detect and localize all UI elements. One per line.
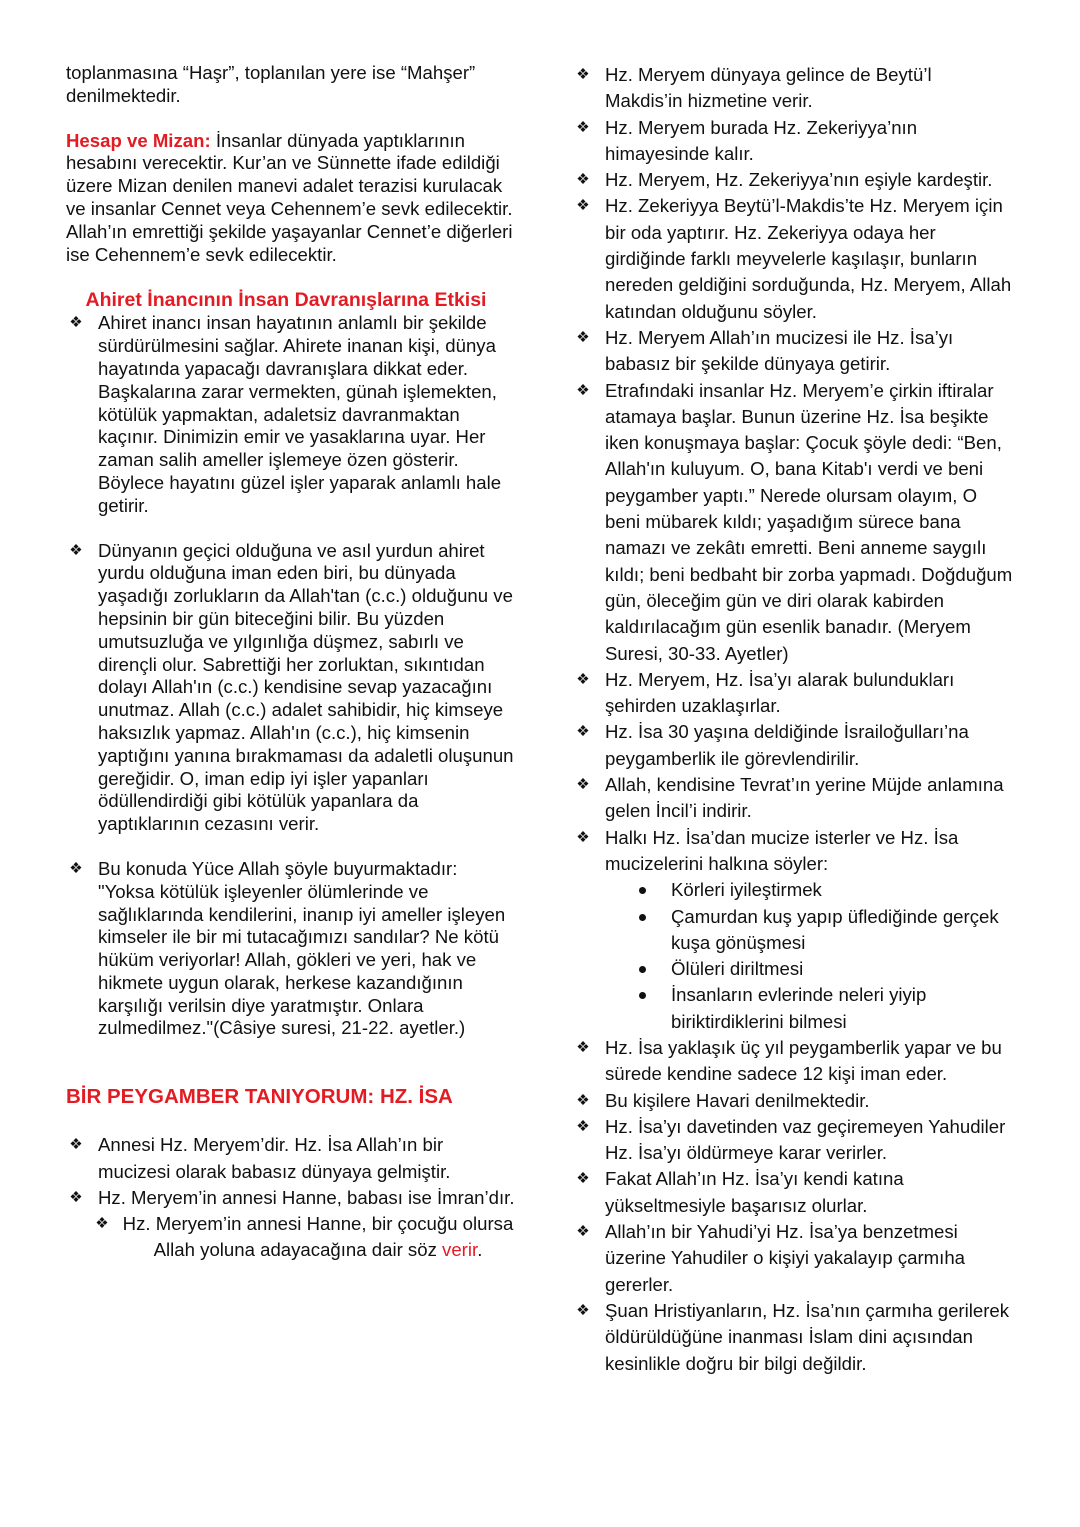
list-item-text: Bu konuda Yüce Allah şöyle buyurmaktadır: "Yoksa kötülük işleyenler ölümlerinde ve sağlıklarında kendilerini, inanıp iyi ameller işleyen kimseler ile bir mi tutacağımızı sandılar? Ne kötü hüküm veriyorlar! Allah, gökleri ve yeri, hak ve hikmete uygun olarak, herkese kazandığının karşılığı verilsin diye yaratmıştır. Onlara zulmedilmez."(Câsiye suresi, 21-22. ayetler.) <box>98 857 506 1039</box>
list-item-text: Halkı Hz. İsa’dan mucize isterler ve Hz. İsa mucizelerini halkına söyler: <box>605 826 959 874</box>
diamond-bullet-icon: ❖ <box>69 859 83 877</box>
diamond-bullet-icon: ❖ <box>576 1223 590 1241</box>
mahser-paragraph: toplanmasına “Haşr”, toplanılan yere ise “Mahşer” denilmektedir. <box>66 62 476 106</box>
right-column <box>573 62 1013 1377</box>
diamond-bullet-icon: ❖ <box>69 541 83 559</box>
diamond-bullet-icon: ❖ <box>69 1136 83 1154</box>
list-item <box>573 115 1013 168</box>
miracle-item <box>639 904 1013 957</box>
period: . <box>477 1239 483 1261</box>
diamond-bullet-icon: ❖ <box>576 1301 590 1319</box>
list-item-text: Hz. İsa 30 yaşına deldiğinde İsrailoğulları’na peygamberlik ile görevlendirilir. <box>605 721 969 769</box>
diamond-bullet-icon: ❖ <box>69 314 83 332</box>
list-item <box>573 719 1013 772</box>
round-bullet-icon <box>639 887 646 894</box>
diamond-bullet-icon: ❖ <box>576 776 590 794</box>
diamond-bullet-icon: ❖ <box>69 1188 83 1206</box>
diamond-bullet-icon: ❖ <box>576 328 590 346</box>
list-item-text: Annesi Hz. Meryem’dir. Hz. İsa Allah’ın bir mucizesi olarak babasız dünyaya gelmiştir. <box>98 1134 451 1182</box>
list-item <box>66 858 516 1040</box>
isa-prophethood-list <box>573 1035 1013 1377</box>
miracle-text: Ölüleri diriltmesi <box>671 958 804 980</box>
ahiret-effects-heading: Ahiret İnancının İnsan Davranışlarına Etkisi <box>85 289 487 312</box>
diamond-bullet-icon: ❖ <box>576 1117 590 1135</box>
diamond-bullet-icon: ❖ <box>576 118 590 136</box>
list-item-text: Hz. Zekeriyya Beytü’l-Makdis’te Hz. Meryem için bir oda yaptırır. Hz. Zekeriyya odaya her girdiğinde farklı meyvelerle kaşılaşır, bunların nereden geldiğini sorduğunda, Hz. Meryem, Allah katından olduğunu söyler. <box>605 195 1012 322</box>
list-item <box>573 1114 1013 1167</box>
diamond-bullet-icon: ❖ <box>576 828 590 846</box>
list-item <box>573 1088 1013 1114</box>
list-item <box>66 312 516 517</box>
round-bullet-icon <box>639 966 646 973</box>
list-item <box>573 1298 1013 1377</box>
highlighted-word: verir <box>442 1239 478 1261</box>
list-item <box>573 1035 1013 1088</box>
list-item-text: Etrafındaki insanlar Hz. Meryem’e çirkin iftiralar atamaya başlar. Bunun üzerine Hz. İsa beşikte iken konuşmaya başlar: Çocuk şöyle dedi: “Ben, Allah'ın kuluyum. O, bana Kitab'ı verdi ve beni peygamber yaptı.” Nerede olursam olayım, O beni mübarek kıldı; yaşadığım sürece bana namazı ve zekâtı emretti. Beni anneme saygılı kıldı; beni bedbaht bir zorba yapmadı. Doğduğum gün, öleceğim gün ve diri olarak kabirden kaldırılacağım gün esenlik banadır. (Meryem Suresi, 30-33. Ayetler) <box>605 379 1013 664</box>
list-item <box>573 1166 1013 1219</box>
hz-isa-list <box>66 1132 516 1263</box>
nested-list-item <box>92 1211 516 1264</box>
list-item-text: Hz. Meryem Allah’ın mucizesi ile Hz. İsa’yı babasız bir şekilde dünyaya getirir. <box>605 326 954 375</box>
list-item-text: Ahiret inancı insan hayatının anlamlı bir şekilde sürdürülmesini sağlar. Ahirete inanan kişi, dünya hayatında yapacağı davranışlara dikkat eder. Başkalarına zarar vermekten, günah işlemekten, kötülük yapmaktan, adaletsiz davranmaktan kaçınır. Dinimizin emir ve yasaklarına uyar. Her zaman salih ameller işlemeye özen gösterir. Böylece hayatını güzel işler yaparak anlamlı hale getirir. <box>98 312 502 516</box>
list-item <box>66 1132 516 1185</box>
list-item-text: Hz. Meryem’in annesi Hanne, bir çocuğu olursa Allah yoluna adayacağına dair söz <box>122 1213 514 1261</box>
diamond-bullet-icon: ❖ <box>576 66 590 83</box>
round-bullet-icon <box>639 992 646 999</box>
list-item-text: Allah’ın bir Yahudi’yi Hz. İsa’ya benzetmesi üzerine Yahudiler o kişiyi yakalayıp çarmıha gererler. <box>605 1221 965 1295</box>
list-item <box>573 667 1013 720</box>
list-item-text: Fakat Allah’ın Hz. İsa’yı kendi katına yükseltmesiyle başarısız olurlar. <box>605 1168 904 1216</box>
hesap-mizan-paragraph <box>66 130 516 267</box>
left-column <box>66 62 516 1264</box>
list-item-text: Hz. Meryem, Hz. İsa’yı alarak bulundukları şehirden uzaklaşırlar. <box>605 668 955 717</box>
list-item <box>573 62 1013 115</box>
list-item-text: Hz. Meryem burada Hz. Zekeriyya’nın himayesinde kalır. <box>605 116 918 164</box>
list-item-text: Hz. İsa yaklaşık üç yıl peygamberlik yapar ve bu sürede kendine sadece 12 kişi iman eder. <box>605 1036 1002 1085</box>
list-item-text: Bu kişilere Havari denilmektedir. <box>605 1089 870 1111</box>
diamond-bullet-icon: ❖ <box>576 1038 590 1056</box>
list-item <box>573 325 1013 378</box>
list-item-text: Dünyanın geçici olduğuna ve asıl yurdun ahiret yurdu olduğuna iman eden biri, bu dünyada yaşadığı zorlukların da Allah'tan (c.c.) olduğunu ve hepsinin bir gün biteceğini bilir. Bu yüzden umutsuzluğa ve yılgınlığa düşmez, sabırlı ve dirençli olur. Sabrettiği her zorluktan, sıkıntıdan dolayı Allah'ın (c.c.) kendisine sevap yazacağını unutmaz. Allah (c.c.) adalet sahibidir, hiç kimseye haksızlık yapmaz. Allah'ın (c.c.), hiç kimsenin yaptığını yanına bırakmaması da adaletli oluşunun gereğidir. O, iman edip iyi işler yapanları ödüllendirdiği gibi kötülük yapanlara da yaptıklarının cezasını verir. <box>98 539 514 835</box>
miracle-item <box>639 877 1013 903</box>
list-item <box>573 772 1013 825</box>
miracle-text: İnsanların evlerinde neleri yiyip biriktirdiklerini bilmesi <box>671 984 927 1032</box>
diamond-bullet-icon: ❖ <box>576 670 590 688</box>
hesap-mizan-label: Hesap ve Mizan: <box>66 129 211 151</box>
miracle-item <box>639 956 1013 982</box>
list-item <box>573 1219 1013 1298</box>
list-item-text: Allah, kendisine Tevrat’ın yerine Müjde anlamına gelen İncil’i indirir. <box>605 774 1004 822</box>
hesap-mizan-text: İnsanlar dünyada yaptıklarının hesabını verecektir. Kur’an ve Sünnette ifade edildiği üzere Mizan denilen manevi adalet terazisi kurulacak ve insanlar Cennet veya Cehennem’e sevk edilecektir. Allah’ın emrettiği şekilde yaşayanlar Cennet’e diğerleri ise Cehennem’e sevk edilecektir. <box>66 129 513 265</box>
miracle-item <box>639 982 1013 1035</box>
ahiret-effects-list <box>66 312 516 1040</box>
list-item-text: Hz. Meryem’in annesi Hanne, babası ise İmran’dır. <box>98 1186 515 1208</box>
round-bullet-icon <box>639 914 646 921</box>
diamond-bullet-icon: ❖ <box>576 1091 590 1109</box>
list-item <box>573 825 1013 878</box>
list-item <box>573 167 1013 193</box>
list-item <box>66 1185 516 1211</box>
list-item-text: Hz. Meryem, Hz. Zekeriyya’nın eşiyle kardeştir. <box>605 169 993 191</box>
diamond-bullet-icon: ❖ <box>576 1170 590 1188</box>
diamond-bullet-icon: ❖ <box>576 171 590 189</box>
diamond-bullet-icon: ❖ <box>576 381 590 399</box>
miracles-list <box>573 877 1013 1035</box>
diamond-bullet-icon: ❖ <box>576 197 590 215</box>
list-item-text: Hz. İsa’yı davetinden vaz geçiremeyen Yahudiler Hz. İsa’yı öldürmeye karar verirler. <box>605 1115 1006 1164</box>
list-item <box>573 193 1013 324</box>
miracle-text: Körleri iyileştirmek <box>671 879 822 901</box>
diamond-bullet-icon: ❖ <box>576 723 590 741</box>
list-item <box>573 378 1013 667</box>
miracle-text: Çamurdan kuş yapıp üflediğinde gerçek kuşa gönüşmesi <box>671 905 999 953</box>
list-item <box>66 540 516 836</box>
list-item-text: Şuan Hristiyanların, Hz. İsa’nın çarmıha gerilerek öldürüldüğüne inanması İslam dini açısından kesinlikle doğru bir bilgi değildir. <box>605 1299 1010 1374</box>
hz-isa-section-title: BİR PEYGAMBER TANIYORUM: HZ. İSA <box>66 1085 453 1109</box>
meryem-isa-list <box>573 62 1013 877</box>
diamond-bullet-icon: ❖ <box>95 1215 109 1233</box>
list-item-text: Hz. Meryem dünyaya gelince de Beytü’l Makdis’in hizmetine verir. <box>605 64 932 112</box>
